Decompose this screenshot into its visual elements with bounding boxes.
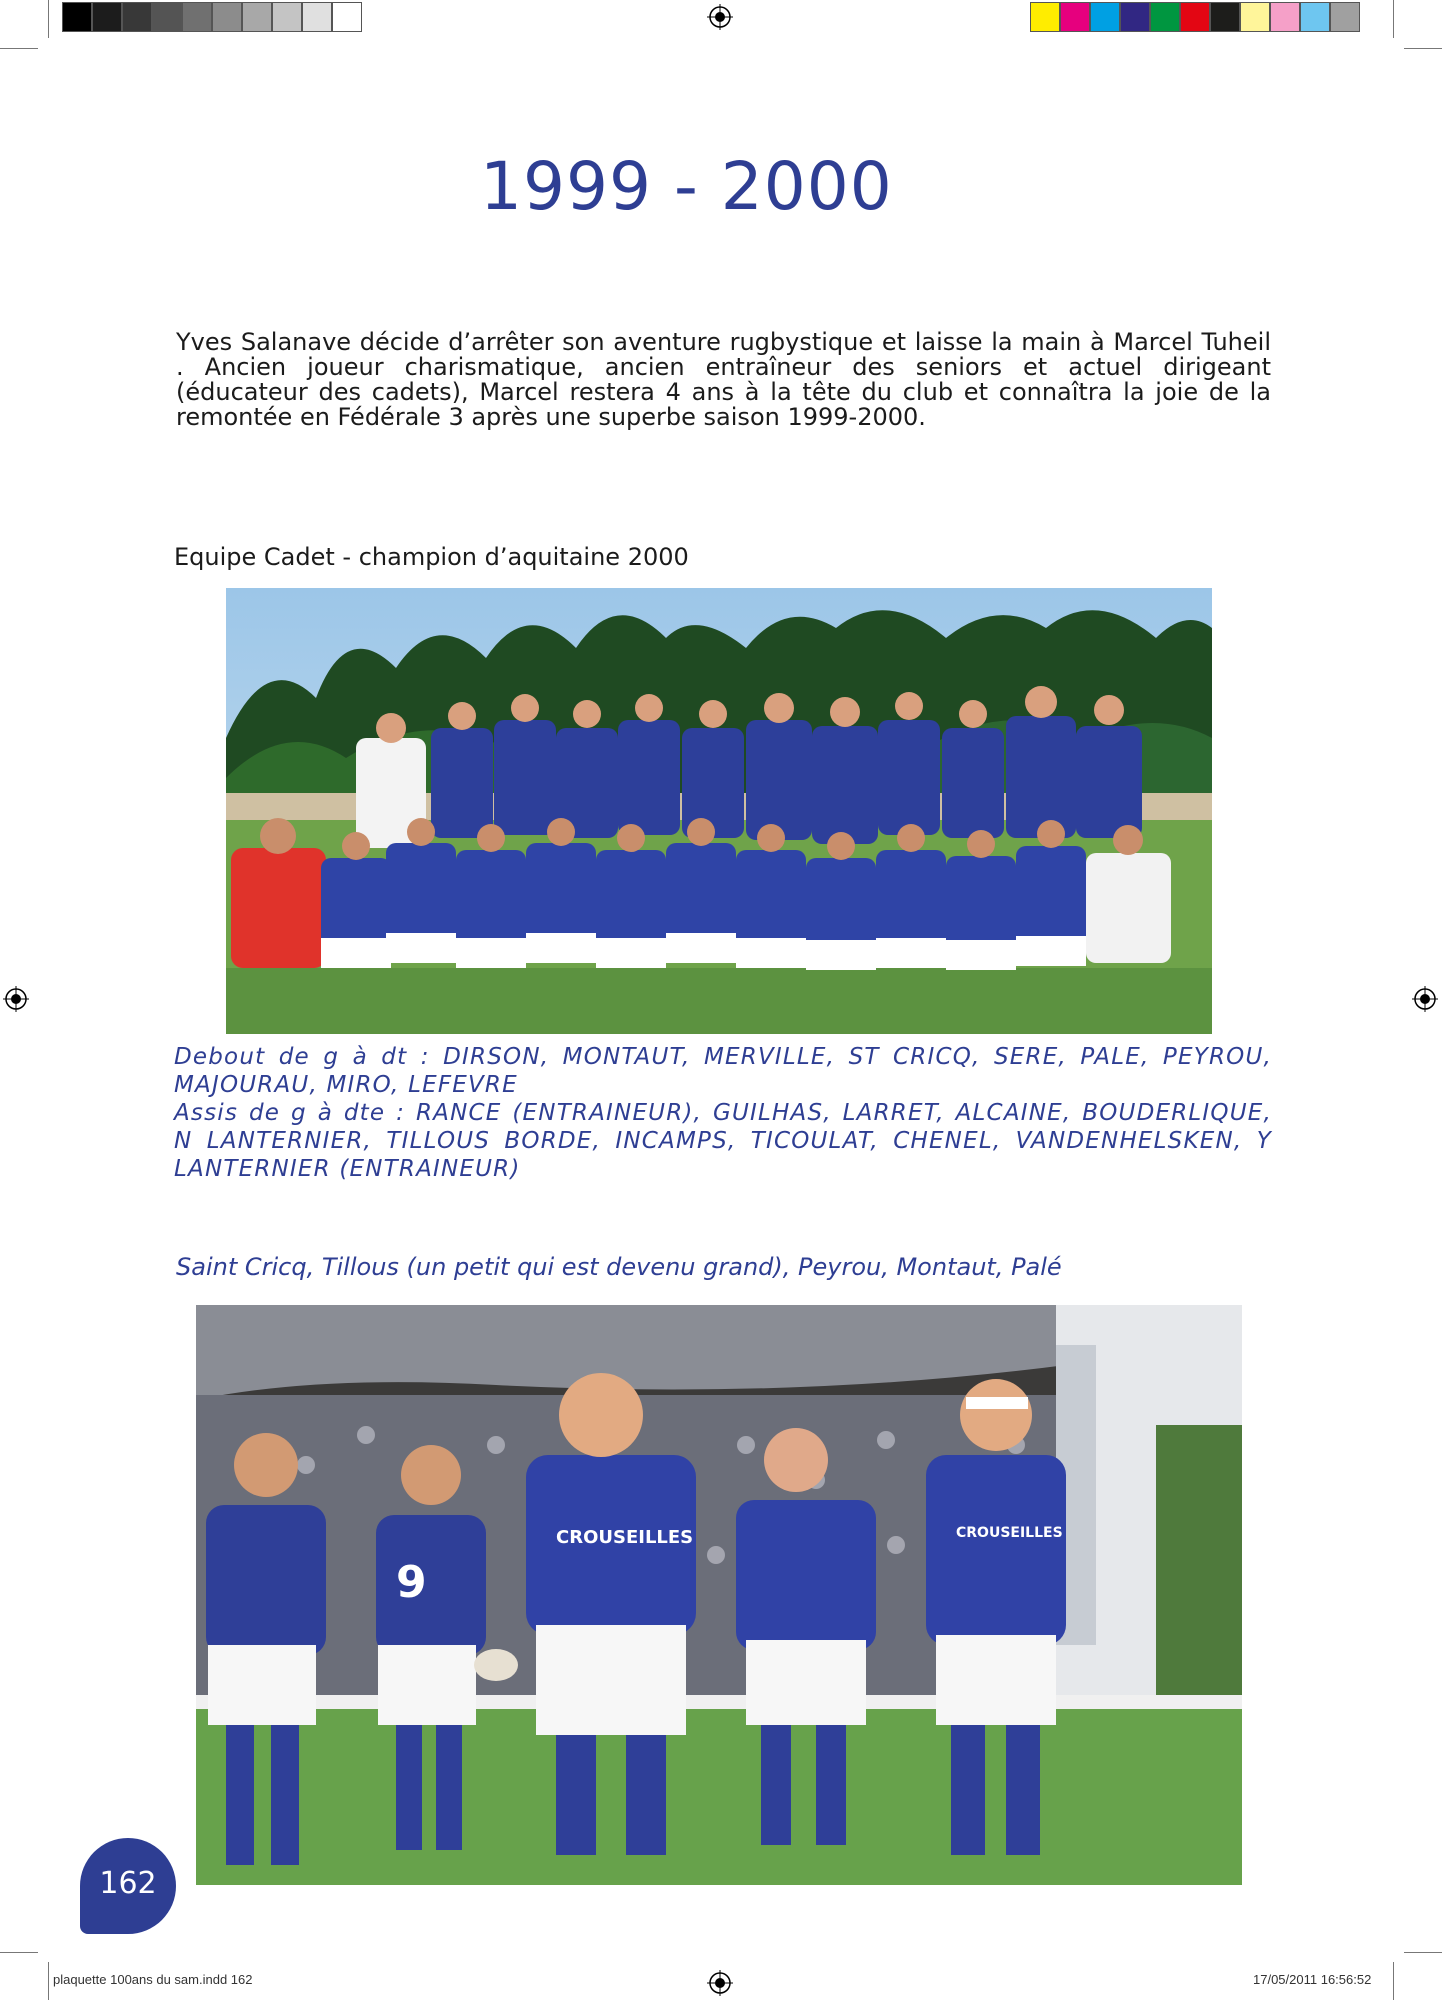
team-photo (226, 588, 1212, 1034)
crop-mark (1393, 0, 1394, 38)
color-swatch (1300, 2, 1330, 32)
crop-mark (0, 48, 38, 49)
grayscale-swatch (242, 2, 272, 32)
color-swatch (1210, 2, 1240, 32)
names-standing: Debout de g à dt : DIRSON, MONTAUT, MERVILLE, ST CRICQ, SERE, PALE, PEYROU, MAJOURAU, MIRO, LEFEVRE (174, 1044, 1272, 1098)
color-swatch (1060, 2, 1090, 32)
color-swatch (1150, 2, 1180, 32)
grayscale-swatch (272, 2, 302, 32)
color-swatch (1120, 2, 1150, 32)
grayscale-swatch (92, 2, 122, 32)
color-swatch (1030, 2, 1060, 32)
registration-mark-icon (707, 1970, 733, 1996)
color-swatch (1270, 2, 1300, 32)
color-swatch (1180, 2, 1210, 32)
player-names (174, 1043, 1272, 1183)
match-photo-caption: Saint Cricq, Tillous (un petit qui est devenu grand), Peyrou, Montaut, Palé (176, 1253, 1062, 1281)
jersey-number: 9 (396, 1557, 427, 1608)
grayscale-swatch (122, 2, 152, 32)
grayscale-swatch (62, 2, 92, 32)
page-title: 1999 - 2000 (480, 148, 893, 225)
jersey-text: CROUSEILLES (956, 1525, 1063, 1541)
crop-mark (0, 1952, 38, 1953)
color-swatch (1330, 2, 1360, 32)
registration-mark-icon (3, 986, 29, 1012)
crop-mark (48, 0, 49, 38)
page-number: 162 (99, 1866, 157, 1901)
color-swatch (1240, 2, 1270, 32)
crop-mark (1404, 1952, 1442, 1953)
crop-mark (1393, 1962, 1394, 2000)
jersey-text: CROUSEILLES (556, 1527, 694, 1548)
grayscale-bar (62, 2, 362, 32)
registration-mark-icon (707, 4, 733, 30)
team-photo-caption: Equipe Cadet - champion d’aquitaine 2000 (174, 543, 689, 571)
color-swatch (1090, 2, 1120, 32)
grayscale-swatch (332, 2, 362, 32)
color-bar (1030, 2, 1360, 32)
grayscale-swatch (212, 2, 242, 32)
crop-mark (1404, 48, 1442, 49)
slug-file: plaquette 100ans du sam.indd 162 (53, 1972, 253, 1987)
slug-date: 17/05/2011 16:56:52 (1253, 1972, 1372, 1987)
registration-mark-icon (1412, 986, 1438, 1012)
grayscale-swatch (182, 2, 212, 32)
intro-paragraph: Yves Salanave décide d’arrêter son aventure rugbystique et laisse la main à Marcel Tuheil . Ancien joueur charismatique, ancien entraîneur des seniors et actuel dirigeant (éducateur des cadets), Marcel restera 4 ans à la tête du club et connaîtra la joie de la remontée en Fédérale 3 après une superbe saison 1999-2000. (176, 328, 1271, 431)
crop-mark (48, 1962, 49, 2000)
names-seated: Assis de g à dte : RANCE (ENTRAINEUR), GUILHAS, LARRET, ALCAINE, BOUDERLIQUE, N LANTERNIER, TILLOUS BORDE, INCAMPS, TICOULAT, CHENEL, VANDENHELSKEN, Y LANTERNIER (ENTRAINEUR) (174, 1100, 1272, 1182)
match-photo (196, 1305, 1242, 1885)
grayscale-swatch (152, 2, 182, 32)
grayscale-swatch (302, 2, 332, 32)
